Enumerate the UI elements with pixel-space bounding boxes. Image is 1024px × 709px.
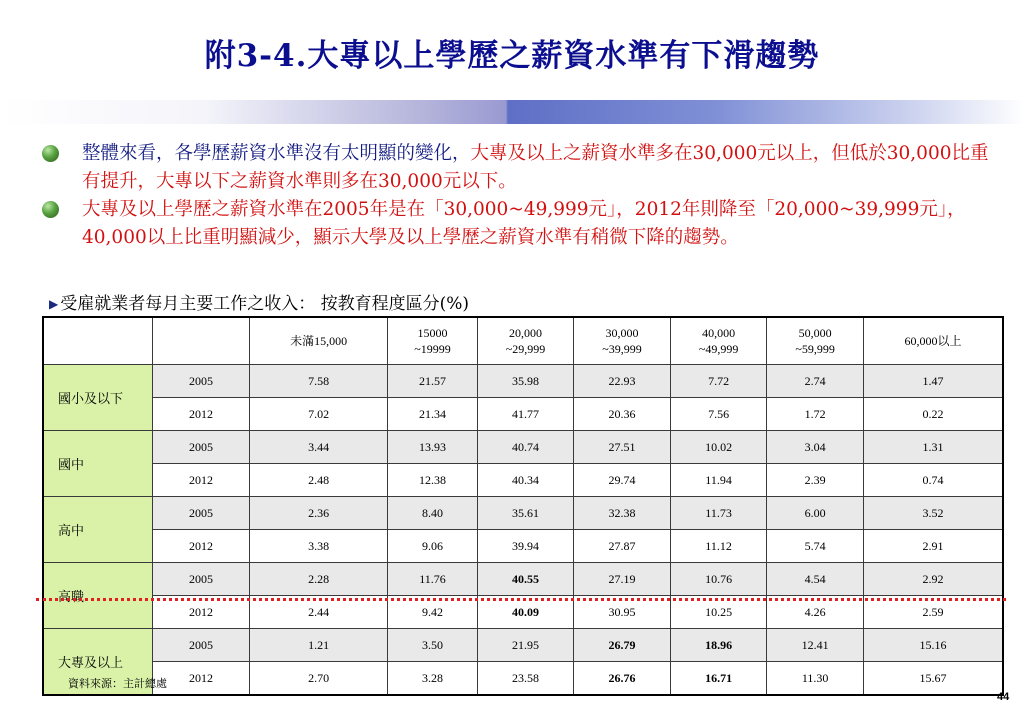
value-cell: 40.34 [477,464,574,497]
value-cell: 1.21 [250,629,388,662]
year-cell: 2005 [153,431,250,464]
value-cell: 2.48 [250,464,388,497]
header-label-line1: 60,000以上 [904,334,962,348]
header-label-line1: 50,000 [798,326,832,340]
value-cell: 6.00 [767,497,864,530]
table-row [43,398,1003,431]
bullet-text-red: 大專及以上之薪資水準多在30,000元以上，但低於30,000比重有提升，大專以下之薪資水準則多在30,000元以下。 [82,143,989,192]
value-cell: 39.94 [477,530,574,563]
value-cell: 23.58 [477,662,574,696]
value-cell: 10.02 [670,431,767,464]
green-bullet-icon [42,201,59,218]
year-cell: 2012 [153,398,250,431]
education-category-cell: 大專及以上 [43,629,153,696]
value-cell: 35.61 [477,497,574,530]
bullet-item [42,196,992,252]
value-cell: 40.55 [477,563,574,596]
table-row [43,365,1003,398]
table-row [43,464,1003,497]
value-cell: 18.96 [670,629,767,662]
value-cell: 20.36 [574,398,671,431]
header-label-line2: ~59,999 [795,342,835,356]
year-cell: 2012 [153,596,250,629]
value-cell: 1.72 [767,398,864,431]
value-cell: 40.74 [477,431,574,464]
header-label-line2: ~29,999 [505,342,546,356]
value-cell: 4.26 [767,596,864,629]
header-cell [477,317,574,365]
value-cell: 27.19 [574,563,671,596]
education-category-cell: 高中 [43,497,153,563]
value-cell: 12.41 [767,629,864,662]
value-cell: 27.51 [574,431,671,464]
value-cell: 3.04 [767,431,864,464]
value-cell: 21.95 [477,629,574,662]
value-cell: 2.36 [250,497,388,530]
value-cell: 15.67 [863,662,1003,696]
value-cell: 1.31 [863,431,1003,464]
triangle-right-icon: ▶ [49,297,59,311]
value-cell: 10.25 [670,596,767,629]
year-cell: 2012 [153,662,250,696]
value-cell: 2.39 [767,464,864,497]
year-cell: 2005 [153,629,250,662]
value-cell: 32.38 [574,497,671,530]
value-cell: 3.50 [388,629,477,662]
value-cell: 16.71 [670,662,767,696]
table-caption-text: 受雇就業者每月主要工作之收入： 按教育程度區分(%) [60,294,470,314]
header-cell [863,317,1003,365]
header-label-line1: 20,000 [508,326,542,340]
title-gradient-band [0,100,1024,124]
value-cell: 26.79 [574,629,671,662]
value-cell: 2.44 [250,596,388,629]
value-cell: 3.28 [388,662,477,696]
value-cell: 2.70 [250,662,388,696]
value-cell: 26.76 [574,662,671,696]
year-cell: 2005 [153,497,250,530]
year-cell: 2005 [153,365,250,398]
value-cell: 3.52 [863,497,1003,530]
value-cell: 11.30 [767,662,864,696]
value-cell: 8.40 [388,497,477,530]
value-cell: 7.58 [250,365,388,398]
value-cell: 0.22 [863,398,1003,431]
header-label-line2: ~39,999 [602,342,642,356]
education-category-cell: 國中 [43,431,153,497]
source-note: 資料來源：主計總處 [68,677,167,690]
value-cell: 2.28 [250,563,388,596]
value-cell: 11.73 [670,497,767,530]
bullet-text-blue: 整體來看，各學歷薪資水準沒有太明顯的變化， [82,143,471,164]
value-cell: 2.74 [767,365,864,398]
header-label-line1: 40,000 [702,326,736,340]
bullet-list [42,140,992,252]
year-cell: 2012 [153,530,250,563]
value-cell: 15.16 [863,629,1003,662]
table-row [43,662,1003,696]
value-cell: 2.92 [863,563,1003,596]
value-cell: 1.47 [863,365,1003,398]
value-cell: 2.59 [863,596,1003,629]
table-row [43,530,1003,563]
value-cell: 3.38 [250,530,388,563]
value-cell: 30.95 [574,596,671,629]
value-cell: 4.54 [767,563,864,596]
value-cell: 7.56 [670,398,767,431]
header-cell [574,317,671,365]
header-label-line1: 15000 [417,326,448,340]
red-dotted-highlight-line [36,598,1006,601]
header-cell [767,317,864,365]
value-cell: 2.91 [863,530,1003,563]
green-bullet-icon [42,145,59,162]
value-cell: 41.77 [477,398,574,431]
value-cell: 11.76 [388,563,477,596]
header-label-line1: 30,000 [605,326,639,340]
slide-title: 附3-4.大專以上學歷之薪資水準有下滑趨勢 [204,38,820,74]
table-header-row [43,317,1003,365]
income-by-education-table [42,316,1004,696]
education-category-cell: 高職 [43,563,153,629]
header-cell [670,317,767,365]
value-cell: 3.44 [250,431,388,464]
value-cell: 11.12 [670,530,767,563]
value-cell: 10.76 [670,563,767,596]
header-blank-cell [43,317,153,365]
value-cell: 35.98 [477,365,574,398]
value-cell: 22.93 [574,365,671,398]
value-cell: 7.72 [670,365,767,398]
value-cell: 9.06 [388,530,477,563]
header-cell [250,317,388,365]
bullet-text-red: 大專及以上學歷之薪資水準在2005年是在「30,000~49,999元」，2012年則降至「20,000~39,999元」，40,000以上比重明顯減少，顯示大學及以上學歷之薪資水準有稍微下降的趨勢。 [82,199,966,248]
header-label-line2: ~19999 [414,342,451,356]
table-caption [49,289,469,314]
value-cell: 11.94 [670,464,767,497]
value-cell: 21.34 [388,398,477,431]
year-cell: 2005 [153,563,250,596]
header-cell [388,317,477,365]
value-cell: 29.74 [574,464,671,497]
year-cell: 2012 [153,464,250,497]
value-cell: 0.74 [863,464,1003,497]
header-blank-cell [153,317,250,365]
table-row [43,563,1003,596]
value-cell: 9.42 [388,596,477,629]
value-cell: 7.02 [250,398,388,431]
education-category-cell: 國小及以下 [43,365,153,431]
table-row [43,431,1003,464]
value-cell: 27.87 [574,530,671,563]
header-label-line2: ~49,999 [698,342,739,356]
value-cell: 12.38 [388,464,477,497]
value-cell: 21.57 [388,365,477,398]
value-cell: 13.93 [388,431,477,464]
page-number: 44 [997,691,1010,703]
value-cell: 5.74 [767,530,864,563]
value-cell: 40.09 [477,596,574,629]
bullet-item [42,140,992,196]
table-row [43,629,1003,662]
header-label-line1: 未滿15,000 [290,334,348,348]
table-row [43,497,1003,530]
